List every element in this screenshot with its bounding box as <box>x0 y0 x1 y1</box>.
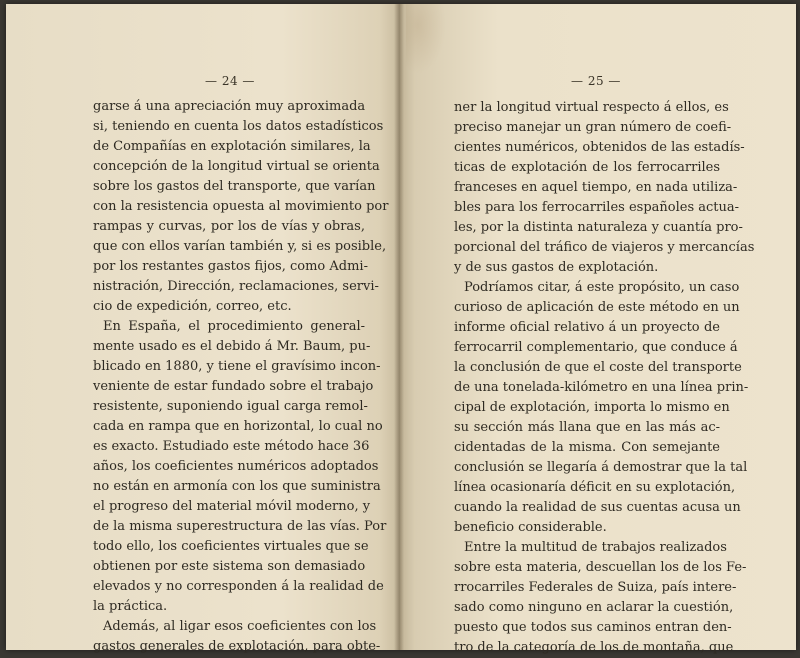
text-line: ticas de explotación de los ferrocarriles <box>454 160 720 175</box>
text-line: es exacto. Estudiado este método hace 36 <box>93 439 370 454</box>
text-line: Además, al ligar esos coeficientes con los <box>103 619 377 634</box>
text-line: garse á una apreciación muy aproximada <box>93 99 366 114</box>
text-line: porcional del tráfico de viajeros y mercancías <box>454 240 755 255</box>
text-line: ner la longitud virtual respecto á ellos, es <box>454 100 729 115</box>
text-line: no están en armonía con los que suministra <box>93 479 381 494</box>
text-line: la conclusión de que el coste del transporte <box>454 360 742 375</box>
text-line: tro de la categoría de los de montaña, que <box>454 640 734 655</box>
text-line: les, por la distinta naturaleza y cuantía pro- <box>454 220 743 235</box>
text-line: años, los coeficientes numéricos adoptados <box>93 459 379 474</box>
left-page <box>6 4 399 654</box>
text-line: con la resistencia opuesta al movimiento por <box>93 199 389 214</box>
text-line: puesto que todos sus caminos entran den- <box>454 620 732 635</box>
text-line: nistración, Dirección, reclamaciones, servi- <box>93 279 379 294</box>
text-line: cidentadas de la misma. Con semejante <box>454 440 720 455</box>
book-gutter <box>394 4 404 650</box>
text-line: beneficio considerable. <box>454 520 607 535</box>
text-line: el progreso del material móvil moderno, y <box>93 499 371 514</box>
text-line: cada en rampa que en horizontal, lo cual no <box>93 419 383 434</box>
page-number: — 24 — <box>205 74 255 88</box>
text-line: gastos generales de explotación, para obte- <box>93 639 381 654</box>
text-line: la práctica. <box>93 599 168 614</box>
text-line: sobre esta materia, descuellan los de los Fe- <box>454 560 747 575</box>
text-line: cuando la realidad de sus cuentas acusa un <box>454 500 741 515</box>
text-line: de Compañías en explotación similares, la <box>93 139 371 154</box>
text-line: veniente de estar fundado sobre el trabajo <box>93 379 374 394</box>
text-line: rampas y curvas, por los de vías y obras, <box>93 219 365 234</box>
text-line: de una tonelada-kilómetro en una línea prin- <box>454 380 749 395</box>
text-line: de la misma superestructura de las vías. Por <box>93 519 387 534</box>
text-line: Podríamos citar, á este propósito, un caso <box>464 280 740 295</box>
text-line: por los restantes gastos fijos, como Admi- <box>93 259 368 274</box>
text-line: preciso manejar un gran número de coefi- <box>454 120 732 135</box>
text-line: informe oficial relativo á un proyecto de <box>454 320 720 335</box>
paper-stain <box>406 4 446 74</box>
text-line: cipal de explotación, importa lo mismo en <box>454 400 730 415</box>
text-line: todo ello, los coeficientes virtuales que se <box>93 539 369 554</box>
text-line: cientes numéricos, obtenidos de las estadís- <box>454 140 745 155</box>
text-line: que con ellos varían también y, si es posible, <box>93 239 387 254</box>
text-line: conclusión se llegaría á demostrar que la tal <box>454 460 748 475</box>
page-body <box>454 98 755 658</box>
text-line: sado como ninguno en aclarar la cuestión, <box>454 600 734 615</box>
page-number: — 25 — <box>571 74 621 88</box>
text-line: obtienen por este sistema son demasiado <box>93 559 366 574</box>
text-line: En España, el procedimiento general- <box>103 319 365 334</box>
text-line: elevados y no corresponden á la realidad de <box>93 579 384 594</box>
text-line: resistente, suponiendo igual carga remol- <box>93 399 368 414</box>
text-line: mente usado es el debido á Mr. Baum, pu- <box>93 339 371 354</box>
text-line: franceses en aquel tiempo, en nada utiliza- <box>454 180 738 195</box>
text-line: concepción de la longitud virtual se orienta <box>93 159 380 174</box>
text-line: ferrocarril complementario, que conduce á <box>454 340 738 355</box>
text-line: rrocarriles Federales de Suiza, país intere- <box>454 580 737 595</box>
text-line: bles para los ferrocarriles españoles actua- <box>454 200 740 215</box>
text-line: cio de expedición, correo, etc. <box>93 299 292 314</box>
text-line: blicado en 1880, y tiene el gravísimo incon- <box>93 359 381 374</box>
text-line: línea ocasionaría déficit en su explotación, <box>454 480 736 495</box>
book-spread <box>6 4 796 655</box>
text-line: su sección más llana que en las más ac- <box>454 420 720 435</box>
page-body <box>93 97 389 657</box>
text-line: sobre los gastos del transporte, que varían <box>93 179 376 194</box>
text-line: y de sus gastos de explotación. <box>454 260 659 275</box>
text-line: Entre la multitud de trabajos realizados <box>464 540 727 555</box>
text-line: curioso de aplicación de este método en un <box>454 300 740 315</box>
right-page <box>399 4 796 655</box>
text-line: si, teniendo en cuenta los datos estadísticos <box>93 119 384 134</box>
